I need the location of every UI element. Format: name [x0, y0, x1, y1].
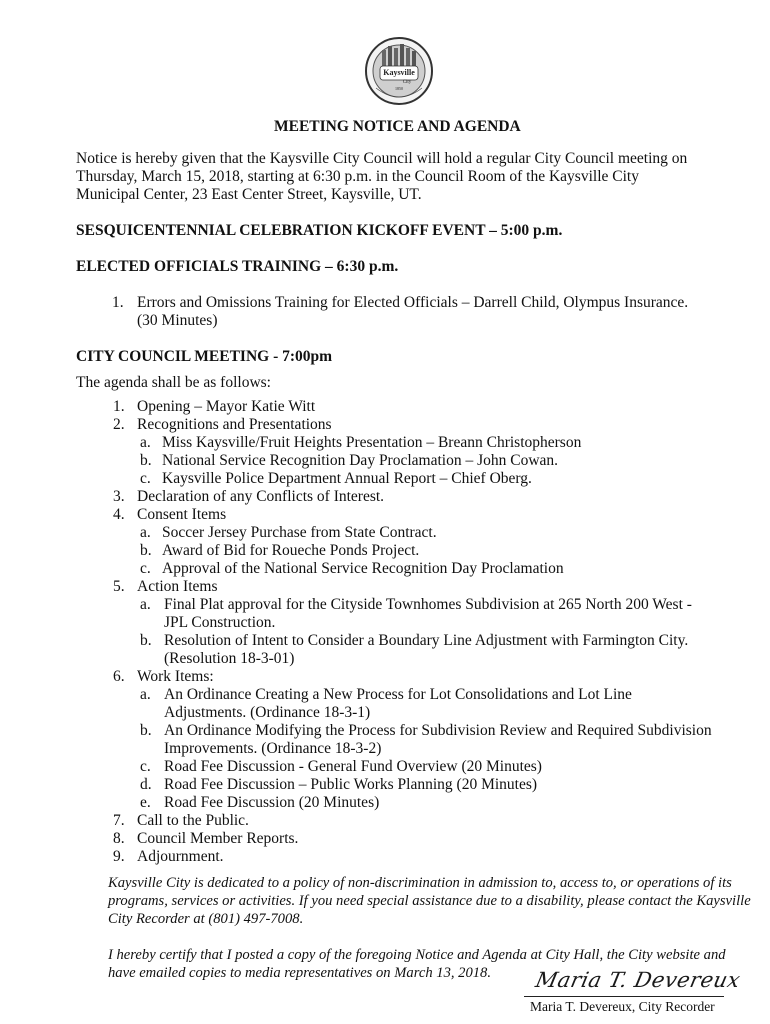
- agenda-item-number: 7.: [113, 812, 125, 829]
- agenda-subitem-letter: a.: [140, 524, 151, 541]
- agenda-item: Council Member Reports.: [137, 830, 299, 847]
- agenda-subitem-letter: b.: [140, 722, 152, 739]
- agenda-item: Adjournment.: [137, 848, 224, 865]
- agenda-item: Declaration of any Conflicts of Interest.: [137, 488, 385, 505]
- agenda-item-number: 2.: [113, 416, 125, 433]
- training-heading: ELECTED OFFICIALS TRAINING – 6:30 p.m.: [76, 258, 399, 275]
- agenda-subitem: Approval of the National Service Recognition Day Proclamation: [162, 560, 564, 577]
- agenda-subitem-letter: b.: [140, 452, 152, 469]
- training-item-text: Errors and Omissions Training for Elected Officials – Darrell Child, Olympus Insurance.: [137, 294, 689, 311]
- page-title: MEETING NOTICE AND AGENDA: [274, 118, 521, 135]
- notice-line-2: Thursday, March 15, 2018, starting at 6:30 p.m. in the Council Room of the Kaysville City: [76, 168, 639, 185]
- svg-text:Kaysville: Kaysville: [383, 68, 415, 77]
- notice-line-3: Municipal Center, 23 East Center Street, Kaysville, UT.: [76, 186, 422, 203]
- agenda-subitem-cont: (Resolution 18-3-01): [164, 650, 295, 667]
- svg-text:1850: 1850: [395, 86, 403, 91]
- agenda-subitem-cont: Improvements. (Ordinance 18-3-2): [164, 740, 382, 757]
- agenda-item-number: 1.: [113, 398, 125, 415]
- training-item-text-cont: (30 Minutes): [137, 312, 218, 329]
- agenda-subitem: Resolution of Intent to Consider a Boundary Line Adjustment with Farmington City.: [164, 632, 689, 649]
- agenda-subitem: Kaysville Police Department Annual Report – Chief Oberg.: [162, 470, 532, 487]
- agenda-item-number: 3.: [113, 488, 125, 505]
- agenda-subitem: Road Fee Discussion - General Fund Overview (20 Minutes): [164, 758, 542, 775]
- agenda-subitem: Soccer Jersey Purchase from State Contract.: [162, 524, 437, 541]
- nondiscrimination-line-2: programs, services or activities. If you need special assistance due to a disability, please contact the Kaysville: [108, 893, 751, 909]
- agenda-item-number: 8.: [113, 830, 125, 847]
- agenda-item-number: 6.: [113, 668, 125, 685]
- agenda-subitem-cont: Adjustments. (Ordinance 18-3-1): [164, 704, 371, 721]
- certification-line-1: I hereby certify that I posted a copy of the foregoing Notice and Agenda at City Hall, the City website and: [108, 947, 726, 963]
- agenda-subitem-letter: c.: [140, 560, 151, 577]
- nondiscrimination-line-3: City Recorder at (801) 497-7008.: [108, 911, 304, 927]
- agenda-subitem: An Ordinance Creating a New Process for Lot Consolidations and Lot Line: [164, 686, 632, 703]
- agenda-item: Recognitions and Presentations: [137, 416, 332, 433]
- agenda-item: Action Items: [137, 578, 218, 595]
- signature-line: [524, 996, 724, 997]
- agenda-subitem-letter: e.: [140, 794, 151, 811]
- agenda-subitem-letter: a.: [140, 596, 151, 613]
- agenda-subitem-letter: c.: [140, 470, 151, 487]
- agenda-subitem: Miss Kaysville/Fruit Heights Presentation – Breann Christopherson: [162, 434, 582, 451]
- agenda-subitem-letter: a.: [140, 686, 151, 703]
- signature-caption: Maria T. Devereux, City Recorder: [530, 999, 715, 1014]
- nondiscrimination-line-1: Kaysville City is dedicated to a policy of non-discrimination in admission to, access to, or operations of its: [108, 875, 732, 891]
- agenda-subitem: National Service Recognition Day Proclamation – John Cowan.: [162, 452, 559, 469]
- agenda-subitem-cont: JPL Construction.: [164, 614, 276, 631]
- training-item-number: 1.: [112, 294, 124, 311]
- agenda-item-number: 4.: [113, 506, 125, 523]
- event-heading: SESQUICENTENNIAL CELEBRATION KICKOFF EVENT – 5:00 p.m.: [76, 222, 563, 239]
- agenda-subitem-letter: b.: [140, 542, 152, 559]
- agenda-subitem: An Ordinance Modifying the Process for Subdivision Review and Required Subdivision: [164, 722, 712, 739]
- handwritten-signature: Maria T. Devereux: [533, 968, 743, 992]
- agenda-subitem-letter: d.: [140, 776, 152, 793]
- agenda-subitem: Road Fee Discussion – Public Works Planning (20 Minutes): [164, 776, 538, 793]
- agenda-item-number: 9.: [113, 848, 125, 865]
- agenda-subitem: Road Fee Discussion (20 Minutes): [164, 794, 380, 811]
- agenda-subitem: Award of Bid for Roueche Ponds Project.: [162, 542, 420, 559]
- agenda-item: Consent Items: [137, 506, 227, 523]
- agenda-subitem-letter: a.: [140, 434, 151, 451]
- meeting-heading: CITY COUNCIL MEETING - 7:00pm: [76, 348, 333, 365]
- agenda-item: Opening – Mayor Katie Witt: [137, 398, 316, 415]
- notice-line-1: Notice is hereby given that the Kaysville City Council will hold a regular City Council meeting on: [76, 150, 688, 167]
- agenda-subitem-letter: c.: [140, 758, 151, 775]
- certification-line-2: have emailed copies to media representatives on March 13, 2018.: [108, 965, 491, 981]
- agenda-item-number: 5.: [113, 578, 125, 595]
- city-seal-logo: [364, 36, 434, 106]
- svg-text:City: City: [402, 80, 412, 85]
- agenda-intro: The agenda shall be as follows:: [76, 374, 271, 391]
- agenda-item: Call to the Public.: [137, 812, 249, 829]
- agenda-subitem-letter: b.: [140, 632, 152, 649]
- agenda-subitem: Final Plat approval for the Cityside Townhomes Subdivision at 265 North 200 West -: [164, 596, 692, 613]
- agenda-item: Work Items:: [137, 668, 214, 685]
